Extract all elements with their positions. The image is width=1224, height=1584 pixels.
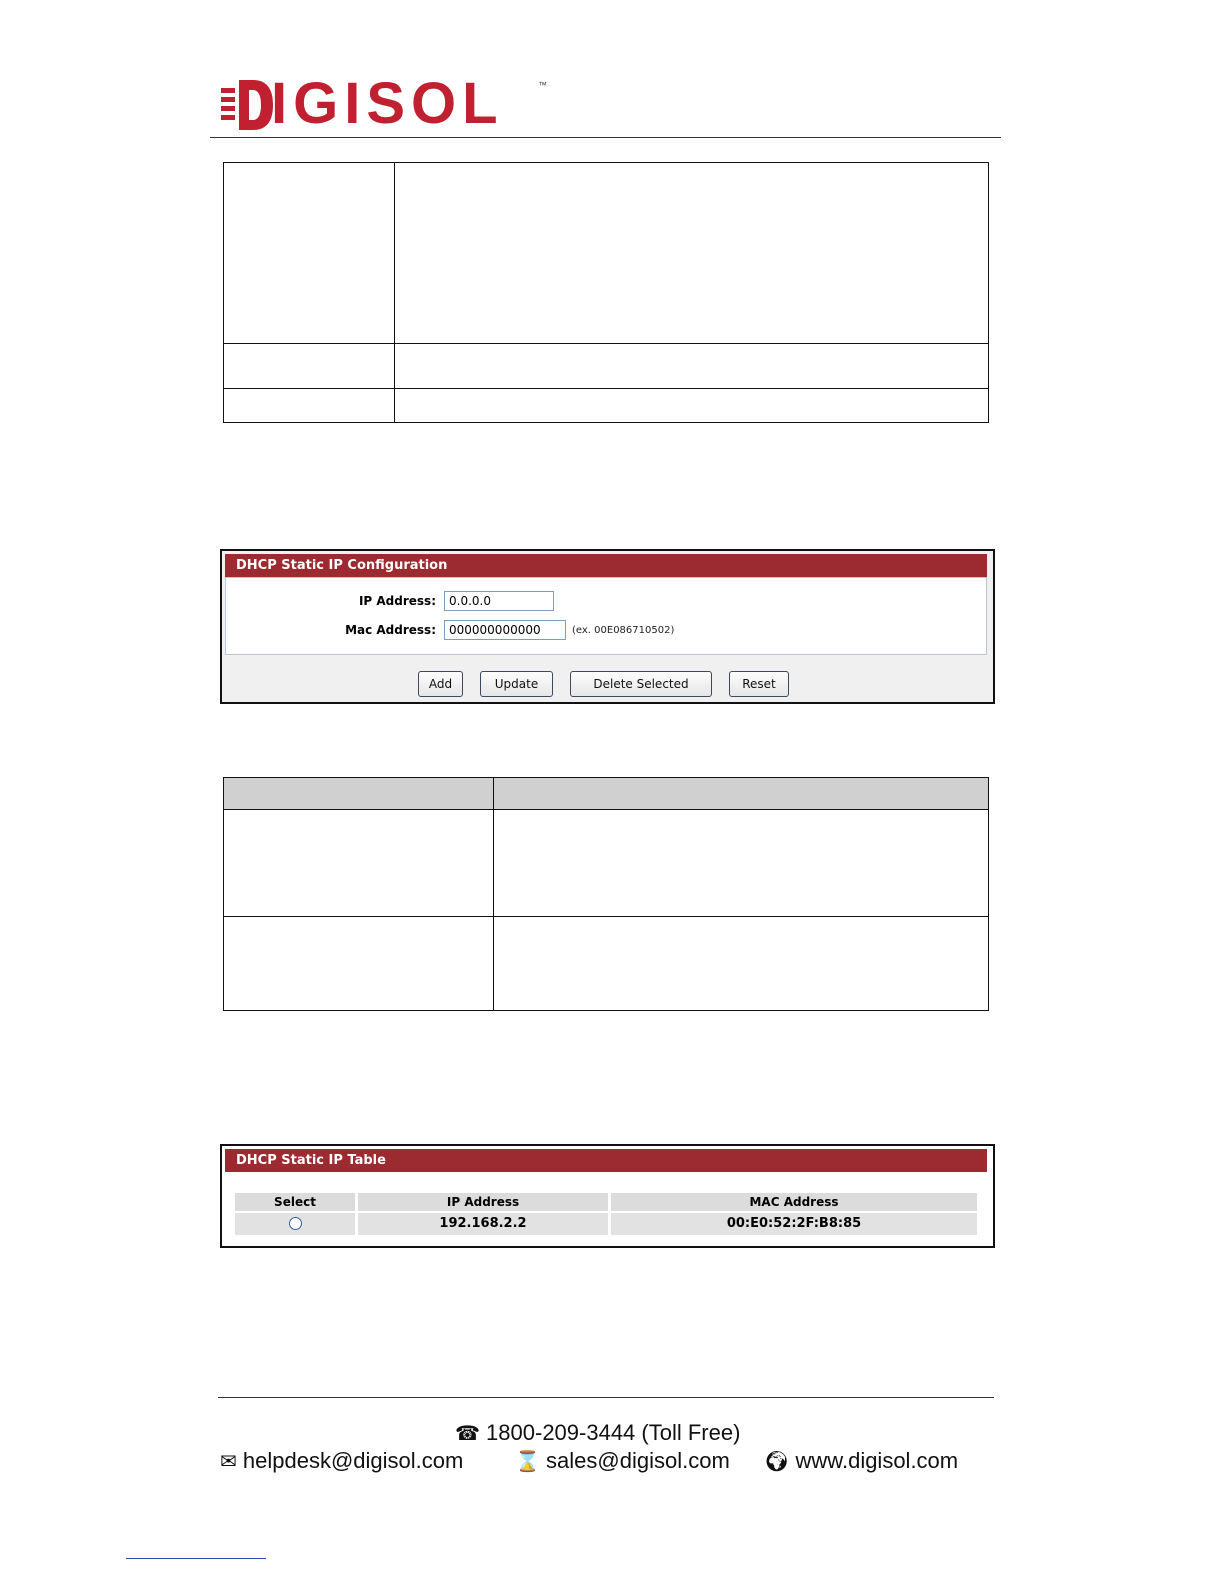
table-cell xyxy=(224,344,395,389)
table-row-mac: 00:E0:52:2F:B8:85 xyxy=(611,1213,977,1235)
table-cell xyxy=(224,163,395,344)
footer-sales xyxy=(515,1448,730,1474)
ip-address-input[interactable] xyxy=(444,591,554,611)
footer-sales-email[interactable]: sales@digisol.com xyxy=(546,1448,730,1473)
reset-button[interactable]: Reset xyxy=(729,671,789,697)
ip-address-label: IP Address: xyxy=(358,594,436,608)
table-row-ip: 192.168.2.2 xyxy=(358,1213,608,1235)
panel-title: DHCP Static IP Configuration xyxy=(225,554,987,577)
panel-title: DHCP Static IP Table xyxy=(225,1149,987,1172)
parameter-table-top xyxy=(223,162,989,423)
table-header-cell xyxy=(494,778,989,810)
mac-address-label: Mac Address: xyxy=(345,623,436,637)
trademark-symbol: ™ xyxy=(538,80,547,90)
header-divider xyxy=(210,137,1001,138)
footer-phone-line xyxy=(455,1420,740,1446)
footer-website-link[interactable]: www.digisol.com xyxy=(795,1448,959,1473)
table-cell xyxy=(494,810,989,917)
hourglass-icon: ⌛ xyxy=(515,1449,540,1473)
mac-address-input[interactable] xyxy=(444,620,566,640)
footer-divider xyxy=(218,1397,994,1398)
column-header-mac-address: MAC Address xyxy=(611,1193,977,1211)
footer-helpdesk xyxy=(220,1448,463,1474)
dhcp-static-ip-table-panel xyxy=(220,1144,995,1248)
brand-wordmark: IGISOL xyxy=(271,71,504,136)
footnote-link-underline xyxy=(126,1558,266,1559)
add-button[interactable]: Add xyxy=(418,671,463,697)
parameter-table-middle xyxy=(223,777,989,1011)
telephone-icon: ☎ xyxy=(455,1421,480,1445)
digisol-logo-mark-icon xyxy=(221,80,273,130)
column-header-ip-address: IP Address xyxy=(358,1193,608,1211)
update-button[interactable]: Update xyxy=(480,671,553,697)
table-header-cell xyxy=(224,778,494,810)
row-select-radio[interactable] xyxy=(289,1217,302,1230)
column-header-select: Select xyxy=(235,1193,355,1211)
config-form xyxy=(225,577,987,655)
table-cell xyxy=(395,389,989,423)
table-cell xyxy=(224,389,395,423)
dhcp-static-ip-config-panel xyxy=(220,549,995,704)
table-cell xyxy=(224,917,494,1011)
footer-phone: 1800-209-3444 (Toll Free) xyxy=(486,1420,741,1445)
table-row-select-cell xyxy=(235,1213,355,1235)
table-cell xyxy=(494,917,989,1011)
envelope-icon: ✉ xyxy=(220,1449,237,1473)
globe-icon: 🌍︎ xyxy=(764,1449,790,1473)
brand-logo xyxy=(221,71,561,136)
table-cell xyxy=(395,163,989,344)
mac-address-hint: (ex. 00E086710502) xyxy=(572,625,675,636)
footer-helpdesk-email[interactable]: helpdesk@digisol.com xyxy=(242,1448,464,1473)
table-cell xyxy=(224,810,494,917)
delete-selected-button[interactable]: Delete Selected xyxy=(570,671,712,697)
table-cell xyxy=(395,344,989,389)
footer-website xyxy=(764,1448,958,1474)
